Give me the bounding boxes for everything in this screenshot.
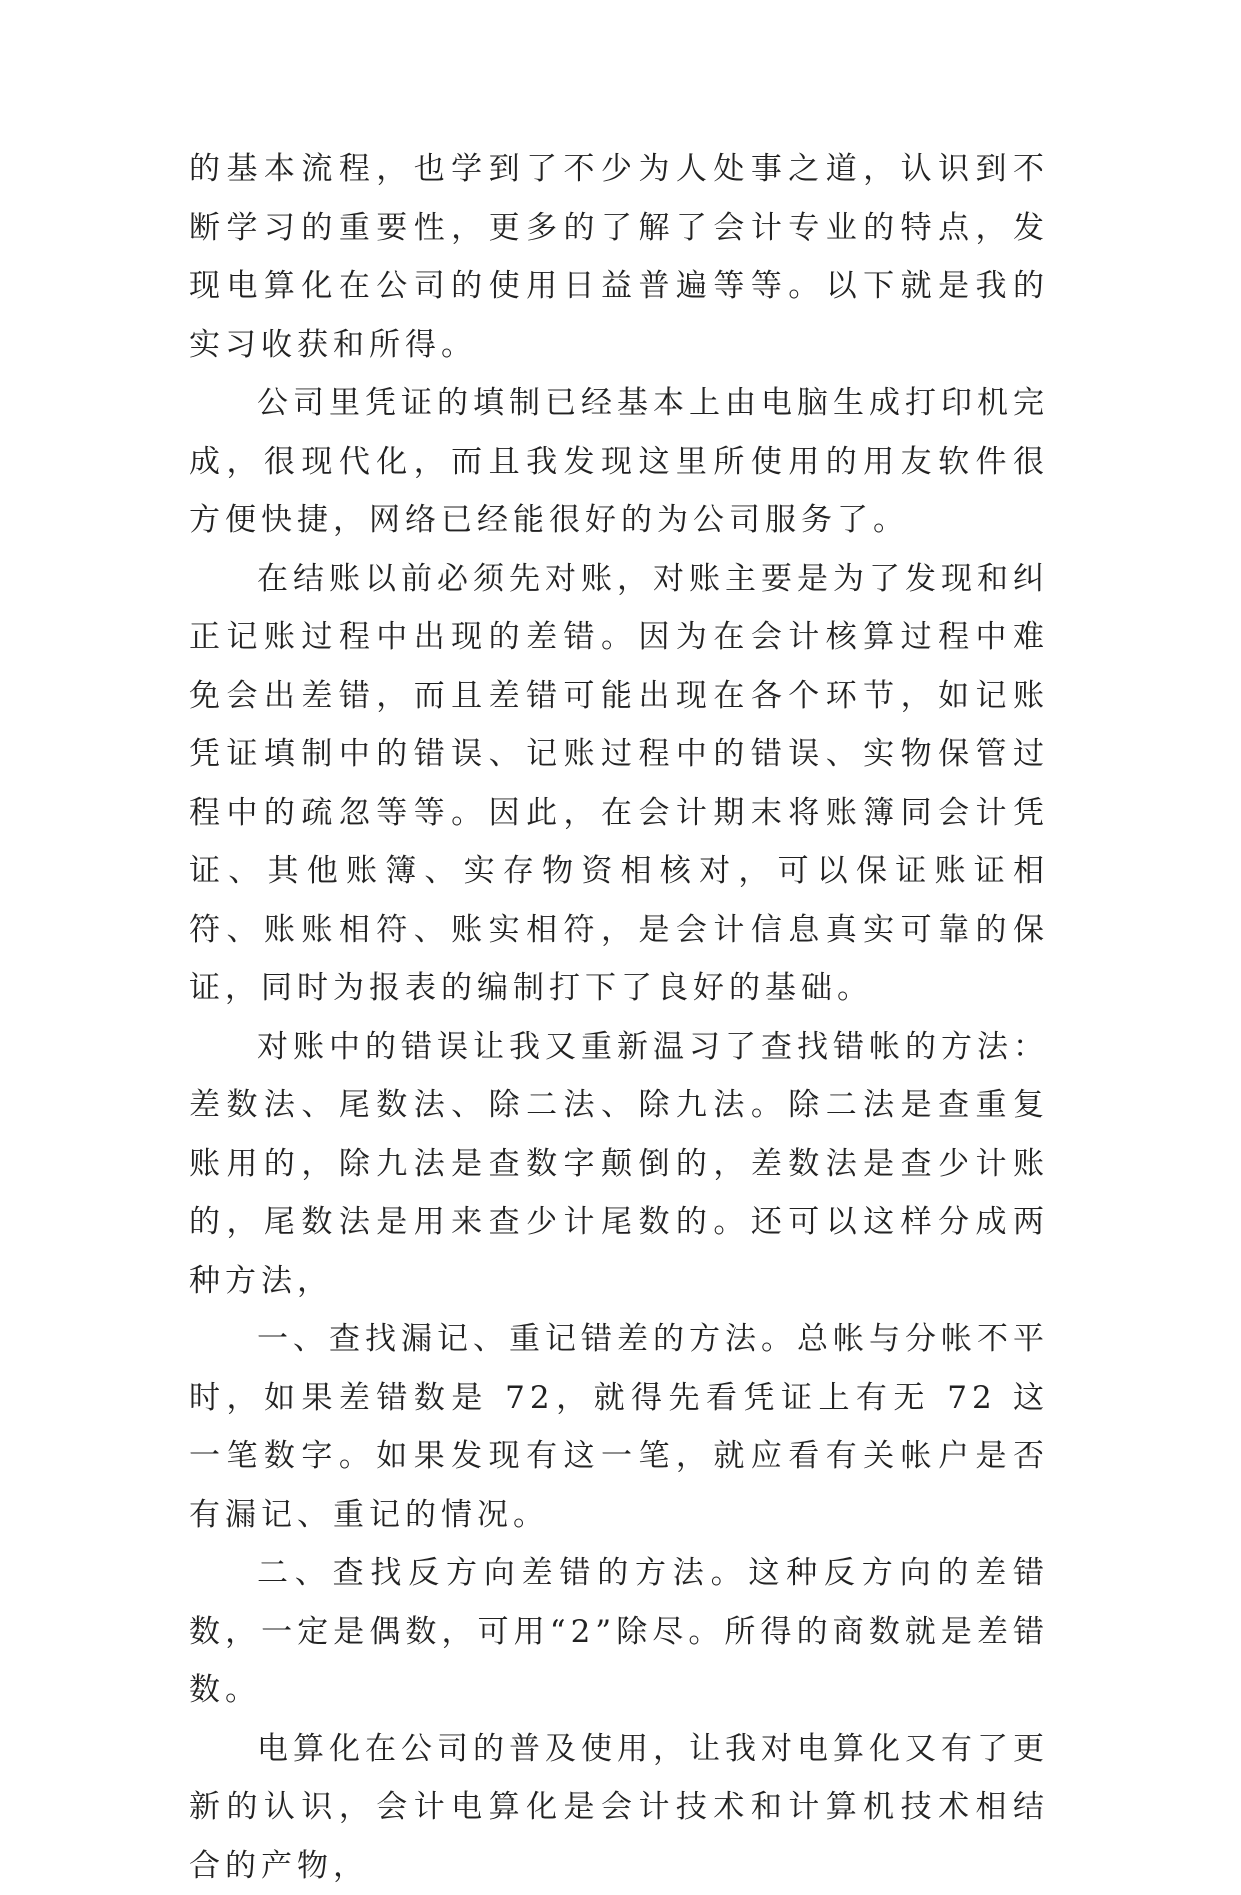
paragraph-4: 对账中的错误让我又重新温习了查找错帐的方法：差数法、尾数法、除二法、除九法。除二法是查重复账用的，除九法是查数字颠倒的，差数法是查少计账的，尾数法是用来查少计尾数的。还可以这样分成两种方法， [189, 1018, 1049, 1311]
paragraph-1: 的基本流程，也学到了不少为人处事之道，认识到不断学习的重要性，更多的了解了会计专业的特点，发现电算化在公司的使用日益普遍等等。以下就是我的实习收获和所得。 [189, 140, 1049, 374]
paragraph-6: 二、查找反方向差错的方法。这种反方向的差错数，一定是偶数，可用“2”除尽。所得的商数就是差错数。 [189, 1544, 1049, 1720]
paragraph-3: 在结账以前必须先对账，对账主要是为了发现和纠正记账过程中出现的差错。因为在会计核算过程中难免会出差错，而且差错可能出现在各个环节，如记账凭证填制中的错误、记账过程中的错误、实物保管过程中的疏忽等等。因此，在会计期末将账簿同会计凭证、其他账簿、实存物资相核对，可以保证账证相符、账账相符、账实相符，是会计信息真实可靠的保证，同时为报表的编制打下了良好的基础。 [189, 550, 1049, 1018]
paragraph-2: 公司里凭证的填制已经基本上由电脑生成打印机完成，很现代化，而且我发现这里所使用的用友软件很方便快捷，网络已经能很好的为公司服务了。 [189, 374, 1049, 550]
paragraph-7: 电算化在公司的普及使用，让我对电算化又有了更新的认识，会计电算化是会计技术和计算机技术相结合的产物， [189, 1720, 1049, 1895]
paragraph-5: 一、查找漏记、重记错差的方法。总帐与分帐不平时，如果差错数是 72，就得先看凭证上有无 72 这一笔数字。如果发现有这一笔，就应看有关帐户是否有漏记、重记的情况。 [189, 1310, 1049, 1544]
document-body [189, 140, 1049, 1895]
